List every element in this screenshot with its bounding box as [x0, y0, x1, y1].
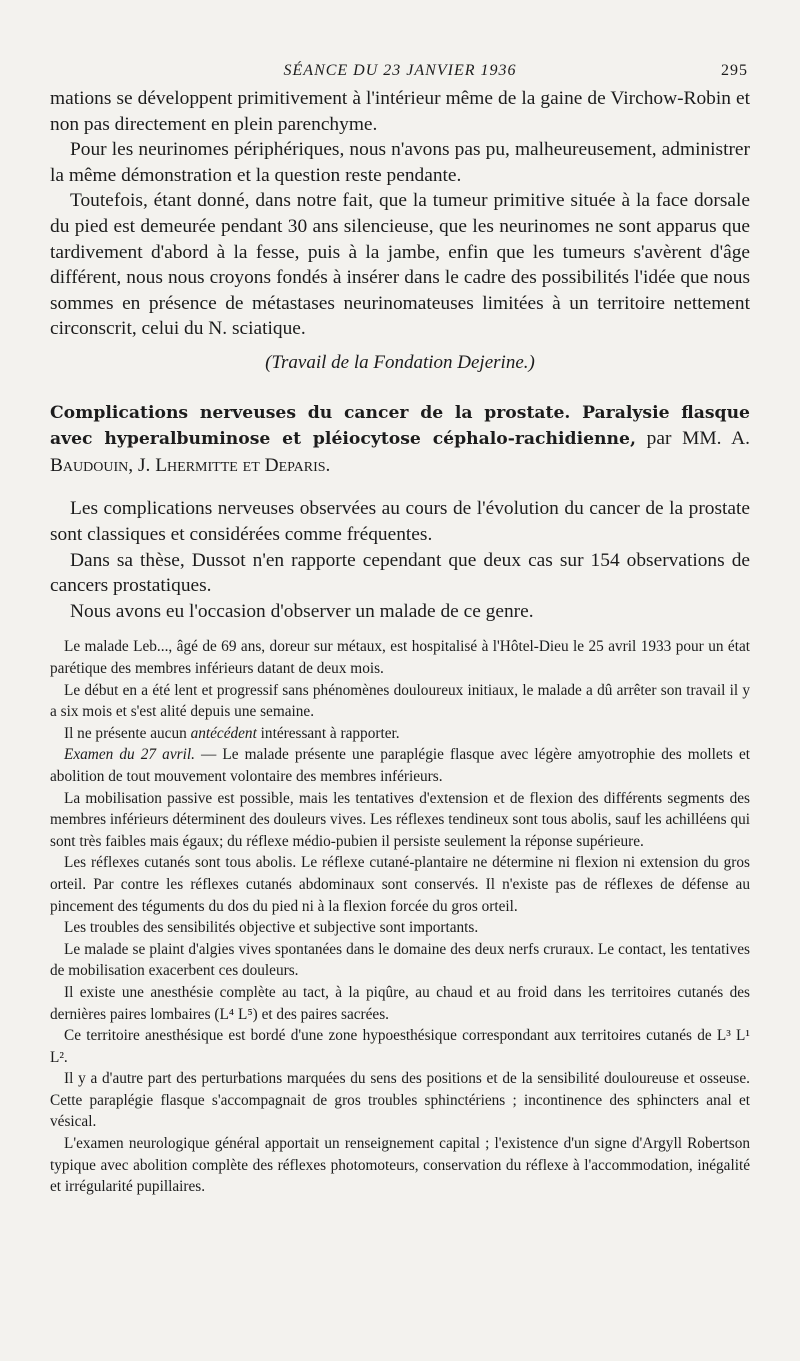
case-text: — Le malade présente une paraplégie flasque avec légère amyotrophie des mollets et abolition de tout mouvement volontaire des membres inférieurs.	[50, 746, 750, 785]
case-paragraph: L'examen neurologique général apportait un renseignement capital ; l'existence d'un signe d'Argyll Robertson typique avec abolition complète des réflexes photomoteurs, conservation du réflexe à l'accommodation, inégalité et irrégularité pupillaires.	[50, 1135, 750, 1196]
case-paragraph	[50, 744, 750, 787]
running-head	[50, 56, 750, 86]
case-paragraph: Les troubles des sensibilités objective et subjective sont importants.	[64, 919, 479, 937]
case-paragraph: La mobilisation passive est possible, mais les tentatives d'extension et de flexion des différents segments des membres inférieurs déterminent des douleurs vives. Les réflexes tendineux sont tous abolis, sauf les achilléens qui sont très faibles mais égaux; du réflexe médio-pubien il persiste seulement la réponse supérieure.	[50, 789, 750, 850]
case-emphasis: antécédent	[190, 724, 257, 742]
case-paragraph: Le malade se plaint d'algies vives spontanées dans le domaine des deux nerfs cruraux. Le contact, les tentatives de mobilisation exacerbent ces douleurs.	[50, 940, 750, 980]
article-title: Complications nerveuses du cancer de la prostate. Paralysie flasque avec hyperalbuminose et pléiocytose céphalo-rachidienne,	[50, 402, 750, 450]
page-number: 295	[721, 62, 748, 79]
title-par: par	[646, 428, 672, 450]
case-paragraph: Il y a d'autre part des perturbations marquées du sens des positions et de la sensibilité douloureuse et osseuse. Cette paraplégie flasque s'accompagnait de gros troubles sphinctériens ; incontinence des sphincters anal et vésical.	[50, 1070, 750, 1131]
exam-date-heading: Examen du 27 avril.	[64, 746, 195, 764]
case-report	[50, 636, 750, 1197]
article-intro	[50, 496, 750, 624]
paragraph: Toutefois, étant donné, dans notre fait, que la tumeur primitive située à la face dorsale du pied est demeurée pendant 30 ans silencieuse, que les neurinomes ne sont apparus que tardivement d'abord à la fesse, puis à la jambe, enfin que les tumeurs s'avèrent d'âge différent, nous nous croyons fondés à insérer dans le cadre des possibilités l'idée que nous sommes en présence de métastases neurinomateuses limitées à un territoire nettement circonscrit, celui du N. sciatique.	[50, 190, 750, 340]
article-authors: MM. A. Baudouin, J. Lhermitte et Deparis.	[50, 428, 750, 476]
article-title-block	[50, 400, 750, 479]
paragraph: Dans sa thèse, Dussot n'en rapporte cependant que deux cas sur 154 observations de cancers prostatiques.	[50, 549, 750, 597]
case-paragraph: Les réflexes cutanés sont tous abolis. Le réflexe cutané-plantaire ne détermine ni flexion ni extension du gros orteil. Par contre les réflexes cutanés abdominaux sont conservés. Il n'existe pas de réflexes de défense au pincement des téguments du dos du pied ni à la flexion forcée du gros orteil.	[50, 854, 750, 915]
case-paragraph	[50, 723, 750, 745]
paragraph: Les complications nerveuses observées au cours de l'évolution du cancer de la prostate sont classiques et considérées comme fréquentes.	[50, 498, 750, 546]
case-paragraph: Il existe une anesthésie complète au tact, à la piqûre, au chaud et au froid dans les territoires cutanés des dernières paires lombaires (L⁴ L⁵) et des paires sacrées.	[50, 983, 750, 1023]
paragraph: Nous avons eu l'occasion d'observer un malade de ce genre.	[70, 600, 534, 622]
running-title: SÉANCE DU 23 JANVIER 1936	[283, 62, 517, 79]
paragraph: mations se développent primitivement à l'intérieur même de la gaine de Virchow-Robin et non pas directement en plein parenchyme.	[50, 88, 750, 135]
case-paragraph: Ce territoire anesthésique est bordé d'une zone hypoesthésique correspondant aux territoires cutanés de L³ L¹ L².	[50, 1027, 750, 1066]
case-paragraph: Le malade Leb..., âgé de 69 ans, doreur sur métaux, est hospitalisé à l'Hôtel-Dieu le 25 avril 1933 pour un état parétique des membres inférieurs datant de deux mois.	[50, 638, 750, 677]
paragraph: Pour les neurinomes périphériques, nous n'avons pas pu, malheureusement, administrer la même démonstration et la question reste pendante.	[50, 139, 750, 186]
case-text: Il ne présente aucun	[64, 724, 191, 742]
case-text: intéressant à rapporter.	[256, 724, 400, 742]
case-paragraph: Le début en a été lent et progressif sans phénomènes douloureux initiaux, le malade a dû arrêter son travail il y a six mois et s'est alité depuis une semaine.	[50, 681, 750, 721]
previous-article-body	[50, 86, 750, 342]
credit-line: (Travail de la Fondation Dejerine.)	[265, 351, 535, 373]
